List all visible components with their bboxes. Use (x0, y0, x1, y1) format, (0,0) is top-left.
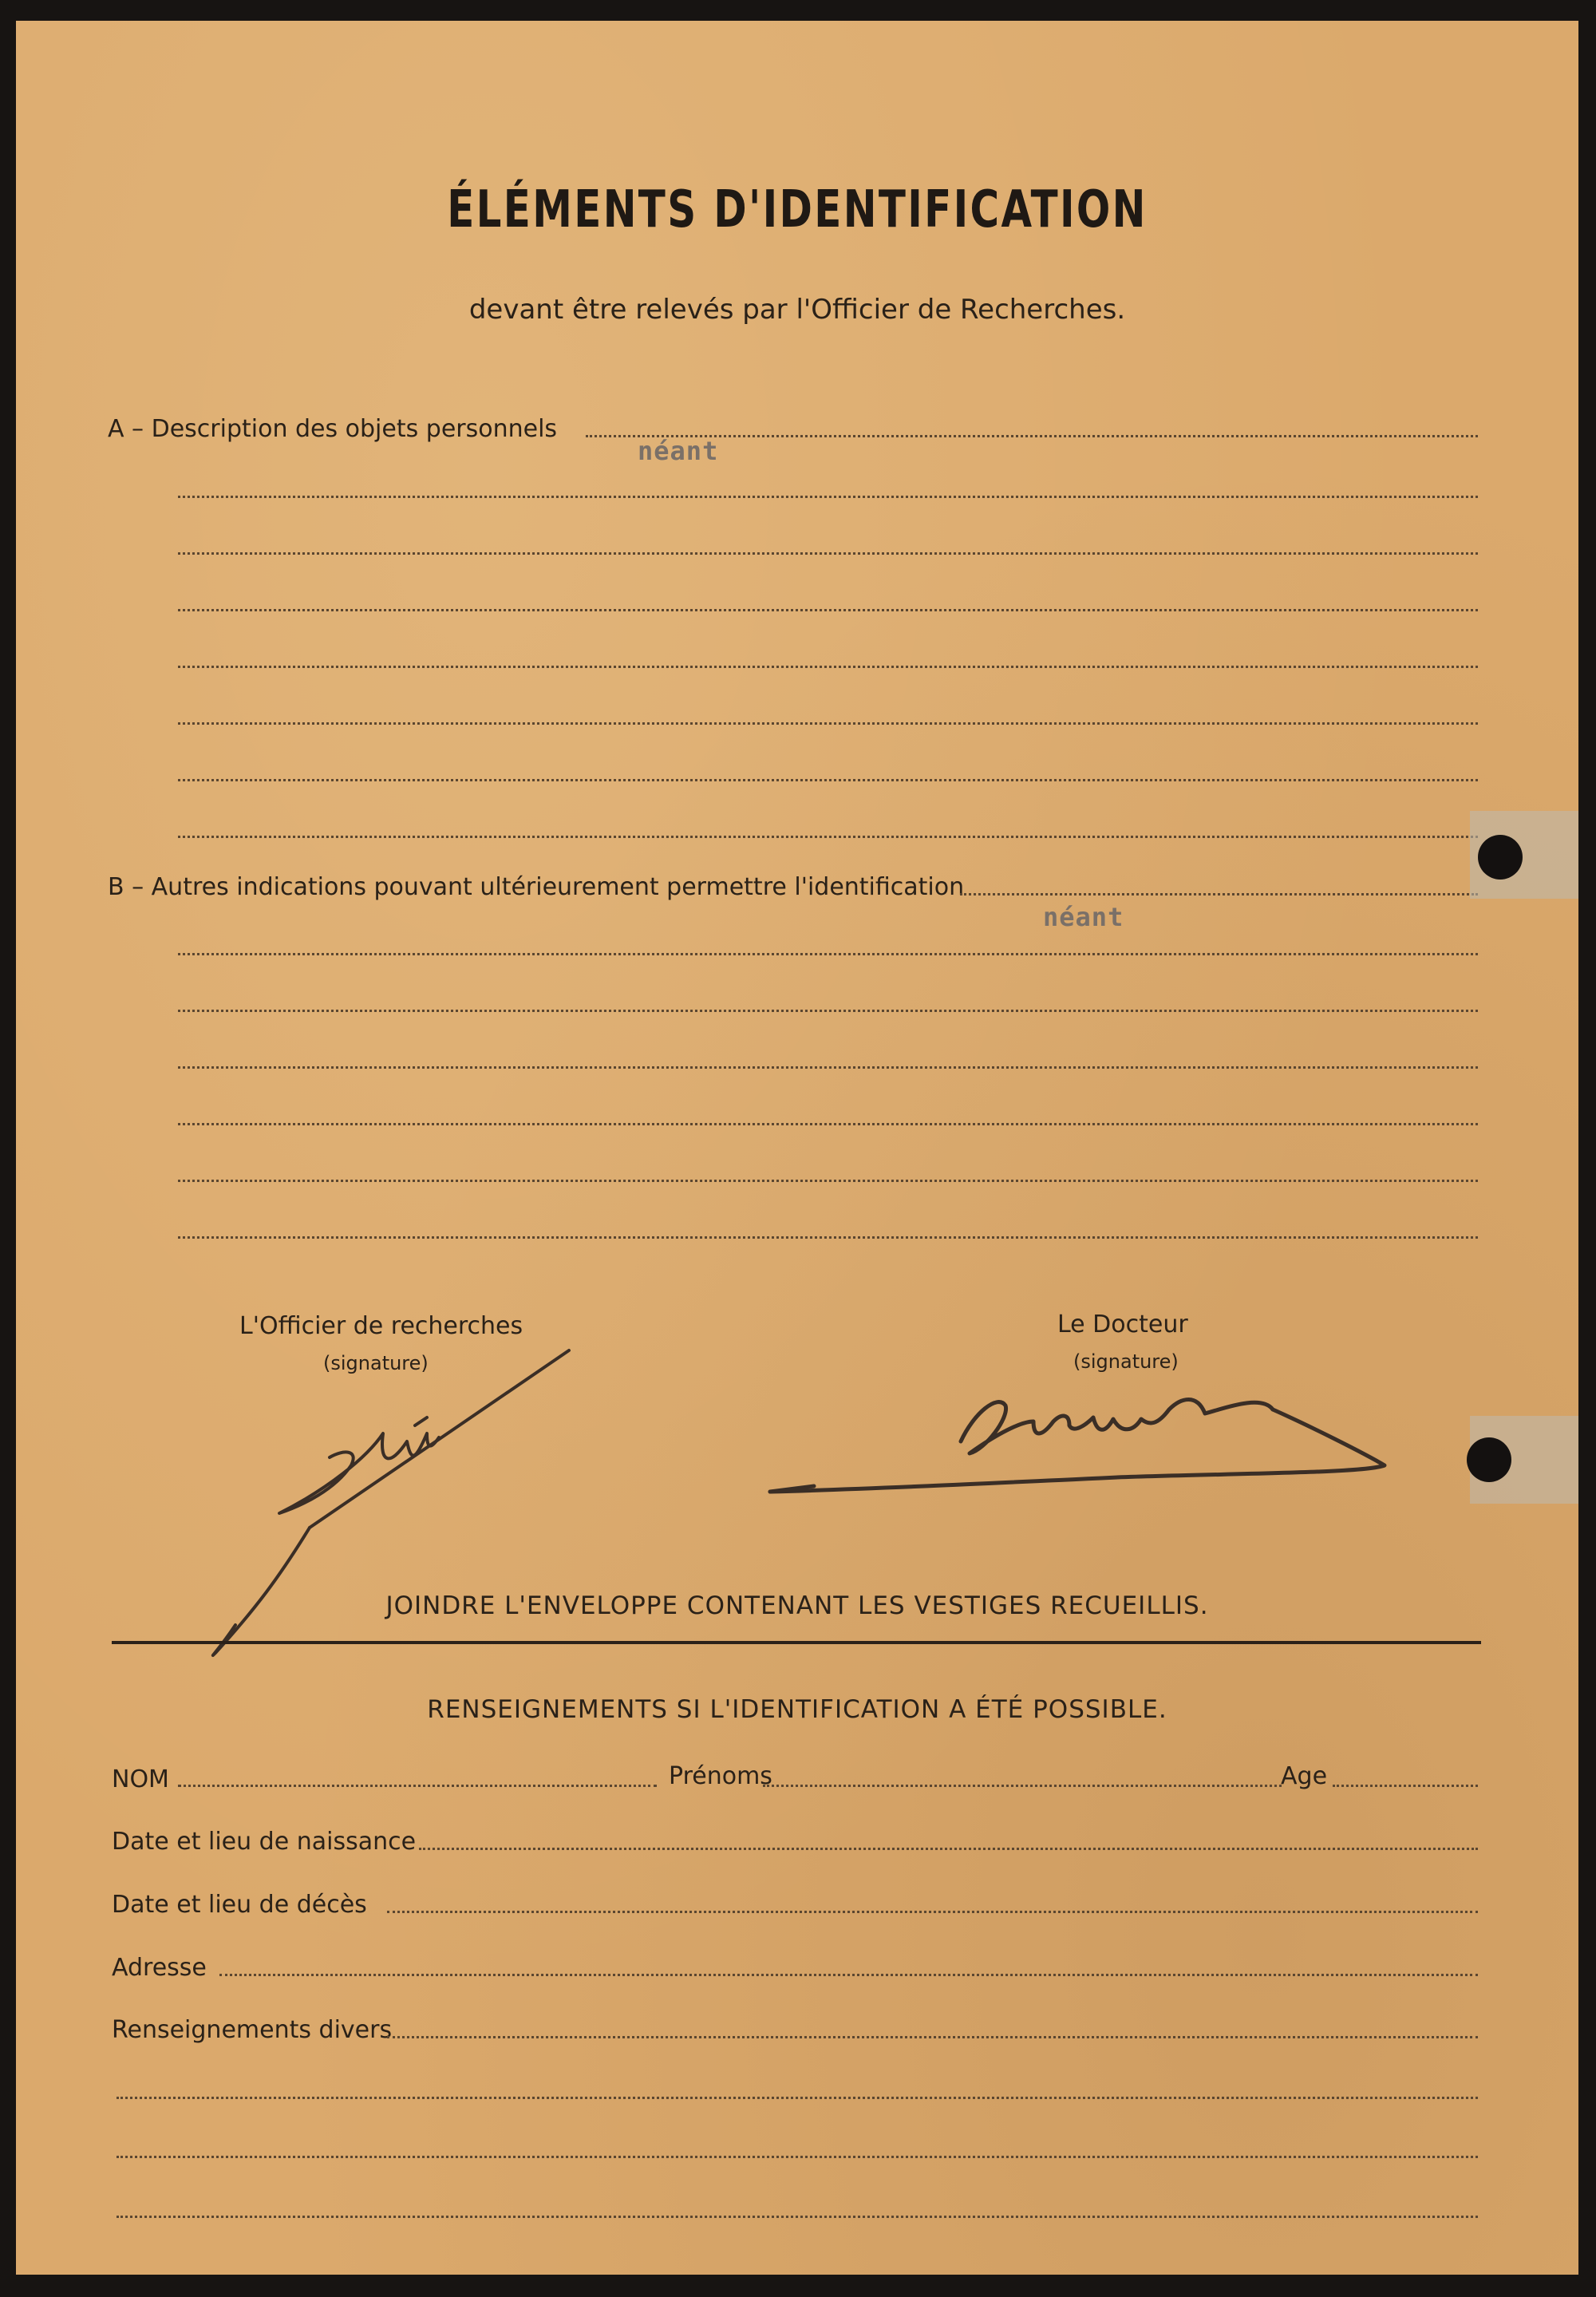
section-b-typed-value: néant (1043, 902, 1124, 932)
form-subtitle: devant être relevés par l'Officier de Recherches. (468, 294, 1126, 326)
naissance-field (419, 1848, 1478, 1850)
section-b-label: B – Autres indications pouvant ultérieurement permettre l'identification (108, 873, 965, 901)
section-a-typed-value: néant (638, 436, 719, 466)
divers-field-3 (117, 2156, 1478, 2158)
divers-field-4 (117, 2216, 1478, 2218)
age-field (1333, 1785, 1478, 1787)
deces-label: Date et lieu de décès (112, 1891, 367, 1919)
deces-field (387, 1911, 1478, 1913)
handwritten-signatures (16, 21, 1578, 2275)
divers-field-1 (387, 2036, 1478, 2038)
divers-field-2 (117, 2097, 1478, 2099)
punch-hole-upper (1478, 835, 1523, 880)
nom-label: NOM (112, 1765, 169, 1793)
officer-signature-label: L'Officier de recherches (239, 1312, 523, 1340)
nom-field (178, 1785, 657, 1787)
prenoms-field (763, 1785, 1282, 1787)
identification-heading: RENSEIGNEMENTS SI L'IDENTIFICATION A ÉTÉ POSSIBLE. (427, 1695, 1167, 1724)
divers-label: Renseignements divers (112, 2016, 393, 2044)
doctor-signature-note: (signature) (1073, 1350, 1179, 1373)
form-title: ÉLÉMENTS D'IDENTIFICATION (447, 180, 1148, 239)
adresse-label: Adresse (112, 1954, 207, 1982)
officer-signature-note: (signature) (323, 1352, 429, 1374)
identification-form-page (16, 21, 1578, 2275)
envelope-notice: JOINDRE L'ENVELOPPE CONTENANT LES VESTIGES RECUEILLIS. (385, 1591, 1209, 1620)
doctor-signature-label: Le Docteur (1057, 1311, 1188, 1338)
section-divider (112, 1641, 1481, 1644)
age-label: Age (1281, 1762, 1328, 1790)
section-a-label: A – Description des objets personnels (108, 415, 558, 443)
prenoms-label: Prénoms (669, 1762, 772, 1790)
adresse-field (219, 1974, 1478, 1976)
punch-hole-lower (1467, 1437, 1511, 1482)
naissance-label: Date et lieu de naissance (112, 1828, 417, 1856)
